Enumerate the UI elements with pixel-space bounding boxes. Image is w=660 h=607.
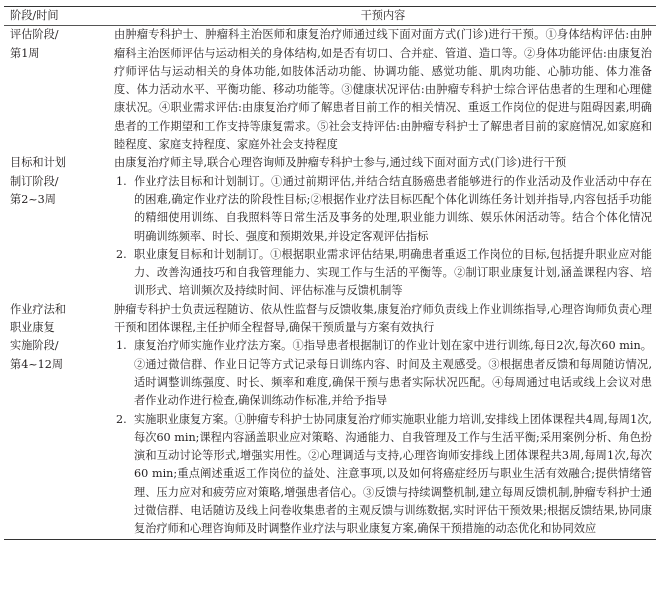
header-intervention-content: 干预内容 — [108, 7, 656, 26]
list-item-text: 康复治疗师实施作业疗法方案。①指导患者根据制订的作业计划在家中进行训练,每日2次,每次60 min。②通过微信群、作业日记等方式记录每日训练内容、时间及主观感受。③根据患者反馈和每周随访情况,适时调整训练强度、时长、频率和难度,确保干预与患者实际状况匹配。④每周通过电话或线上会议对患者作业动作进行检查,确保训练动作标准,并给予指导 — [134, 339, 652, 408]
list-item-text: 职业康复目标和计划制订。①根据职业需求评估结果,明确患者重返工作岗位的目标,包括提升职业应对能力、改善沟通技巧和自我管理能力、实现工作与生活的平衡等。②制订职业康复计划,涵盖课程内容、培训形式、培训频次及持续时间、评估标准与反馈机制等 — [134, 247, 652, 298]
content-list-item — [114, 173, 652, 246]
content-list-item — [114, 337, 652, 410]
stage-cell — [4, 154, 108, 300]
content-intro: 由肿瘤专科护士、肿瘤科主治医师和康复治疗师通过线下面对面方式(门诊)进行干预。①身体结构评估:由肿瘤科主治医师评估与运动相关的身体结构,如是否有切口、合并症、管道、造口等。②身体功能评估:由康复治疗师评估与运动相关的身体功能,如肢体活动功能、协调功能、感觉功能、肌肉功能、心肺功能、体力准备度、体力活动水平、平衡功能、移动功能等。③健康状况评估:由肿瘤专科护士综合评估患者的生理和心理健康状况。④职业需求评估:由康复治疗师了解患者目前工作的相关情况、重返工作岗位的促进与阻碍因素,明确患者的工作期望和工作支持等康复需求。⑤社会支持评估:由肿瘤专科护士了解患者目前的家庭情况,如家庭和睦程度、家庭支持程度、家庭外社会支持程度 — [114, 28, 652, 152]
list-item-number: 2. — [116, 412, 127, 426]
list-item-text: 实施职业康复方案。①肿瘤专科护士协同康复治疗师实施职业能力培训,安排线上团体课程共4周,每周1次,每次60 min;课程内容涵盖职业应对策略、沟通能力、自我管理及工作与生活平衡;采用案例分析、角色扮演和互动讨论等形式,增强实用性。②心理调适与支持,心理咨询师安排线上团体课程共3周,每周1次,每次60 min;重点阐述重返工作岗位的益处、注意事项,以及如何将癌症经历与职业生活有效融合;提供情绪管理、压力应对和疲劳应对策略,增强患者信心。③反馈与持续调整机制,建立每周反馈机制,肿瘤专科护士通过微信群、电话随访及线上问卷收集患者的主观反馈与训练数据,实时评估干预效果;根据反馈结果,协同康复治疗师和心理咨询师及时调整作业疗法与职业康复方案,确保干预措施的动态优化和协同效应 — [134, 412, 652, 536]
list-item-number: 1. — [116, 174, 127, 188]
table-row — [4, 26, 656, 155]
stage-label-line: 第2~3周 — [10, 192, 56, 206]
table-header-row — [4, 7, 656, 26]
stage-cell — [4, 301, 108, 539]
stage-label-line: 第1周 — [10, 46, 40, 60]
stage-label-line: 实施阶段/ — [10, 339, 59, 353]
header-stage-time: 阶段/时间 — [4, 7, 108, 26]
content-list-item — [114, 411, 652, 539]
content-list-item — [114, 246, 652, 301]
table-row — [4, 154, 656, 300]
stage-label-line: 职业康复 — [10, 321, 55, 335]
list-item-number: 1. — [116, 339, 127, 353]
stage-label-line: 作业疗法和 — [10, 302, 66, 316]
stage-label-line: 第4~12周 — [10, 357, 64, 371]
intervention-table — [4, 6, 656, 540]
content-cell — [108, 301, 656, 539]
content-cell — [108, 154, 656, 300]
stage-label-line: 制订阶段/ — [10, 174, 59, 188]
stage-cell — [4, 26, 108, 155]
stage-label-line: 目标和计划 — [10, 156, 66, 170]
list-item-number: 2. — [116, 247, 127, 261]
table-body — [4, 26, 656, 539]
content-cell — [108, 26, 656, 155]
stage-label-line: 评估阶段/ — [10, 28, 59, 42]
list-item-text: 作业疗法目标和计划制订。①通过前期评估,并结合结直肠癌患者能够进行的作业活动及作业活动中存在的困难,确定作业疗法的阶段性目标;②根据作业疗法目标匹配个体化训练任务计划并指导,内容包括手功能的精细使用训练、自我照料等日常生活及事务的处理,职业能力训练、娱乐休闲活动等。结合个体化情况明确训练频率、时长、强度和预期效果,并设定客观评估指标 — [134, 174, 652, 243]
content-intro: 由康复治疗师主导,联合心理咨询师及肿瘤专科护士参与,通过线下面对面方式(门诊)进行干预 — [114, 156, 567, 170]
content-intro: 肿瘤专科护士负责远程随访、依从性监督与反馈收集,康复治疗师负责线上作业训练指导,心理咨询师负责心理干预和团体课程,主任护师全程督导,确保干预质量与方案有效执行 — [114, 302, 652, 335]
table-row — [4, 301, 656, 539]
